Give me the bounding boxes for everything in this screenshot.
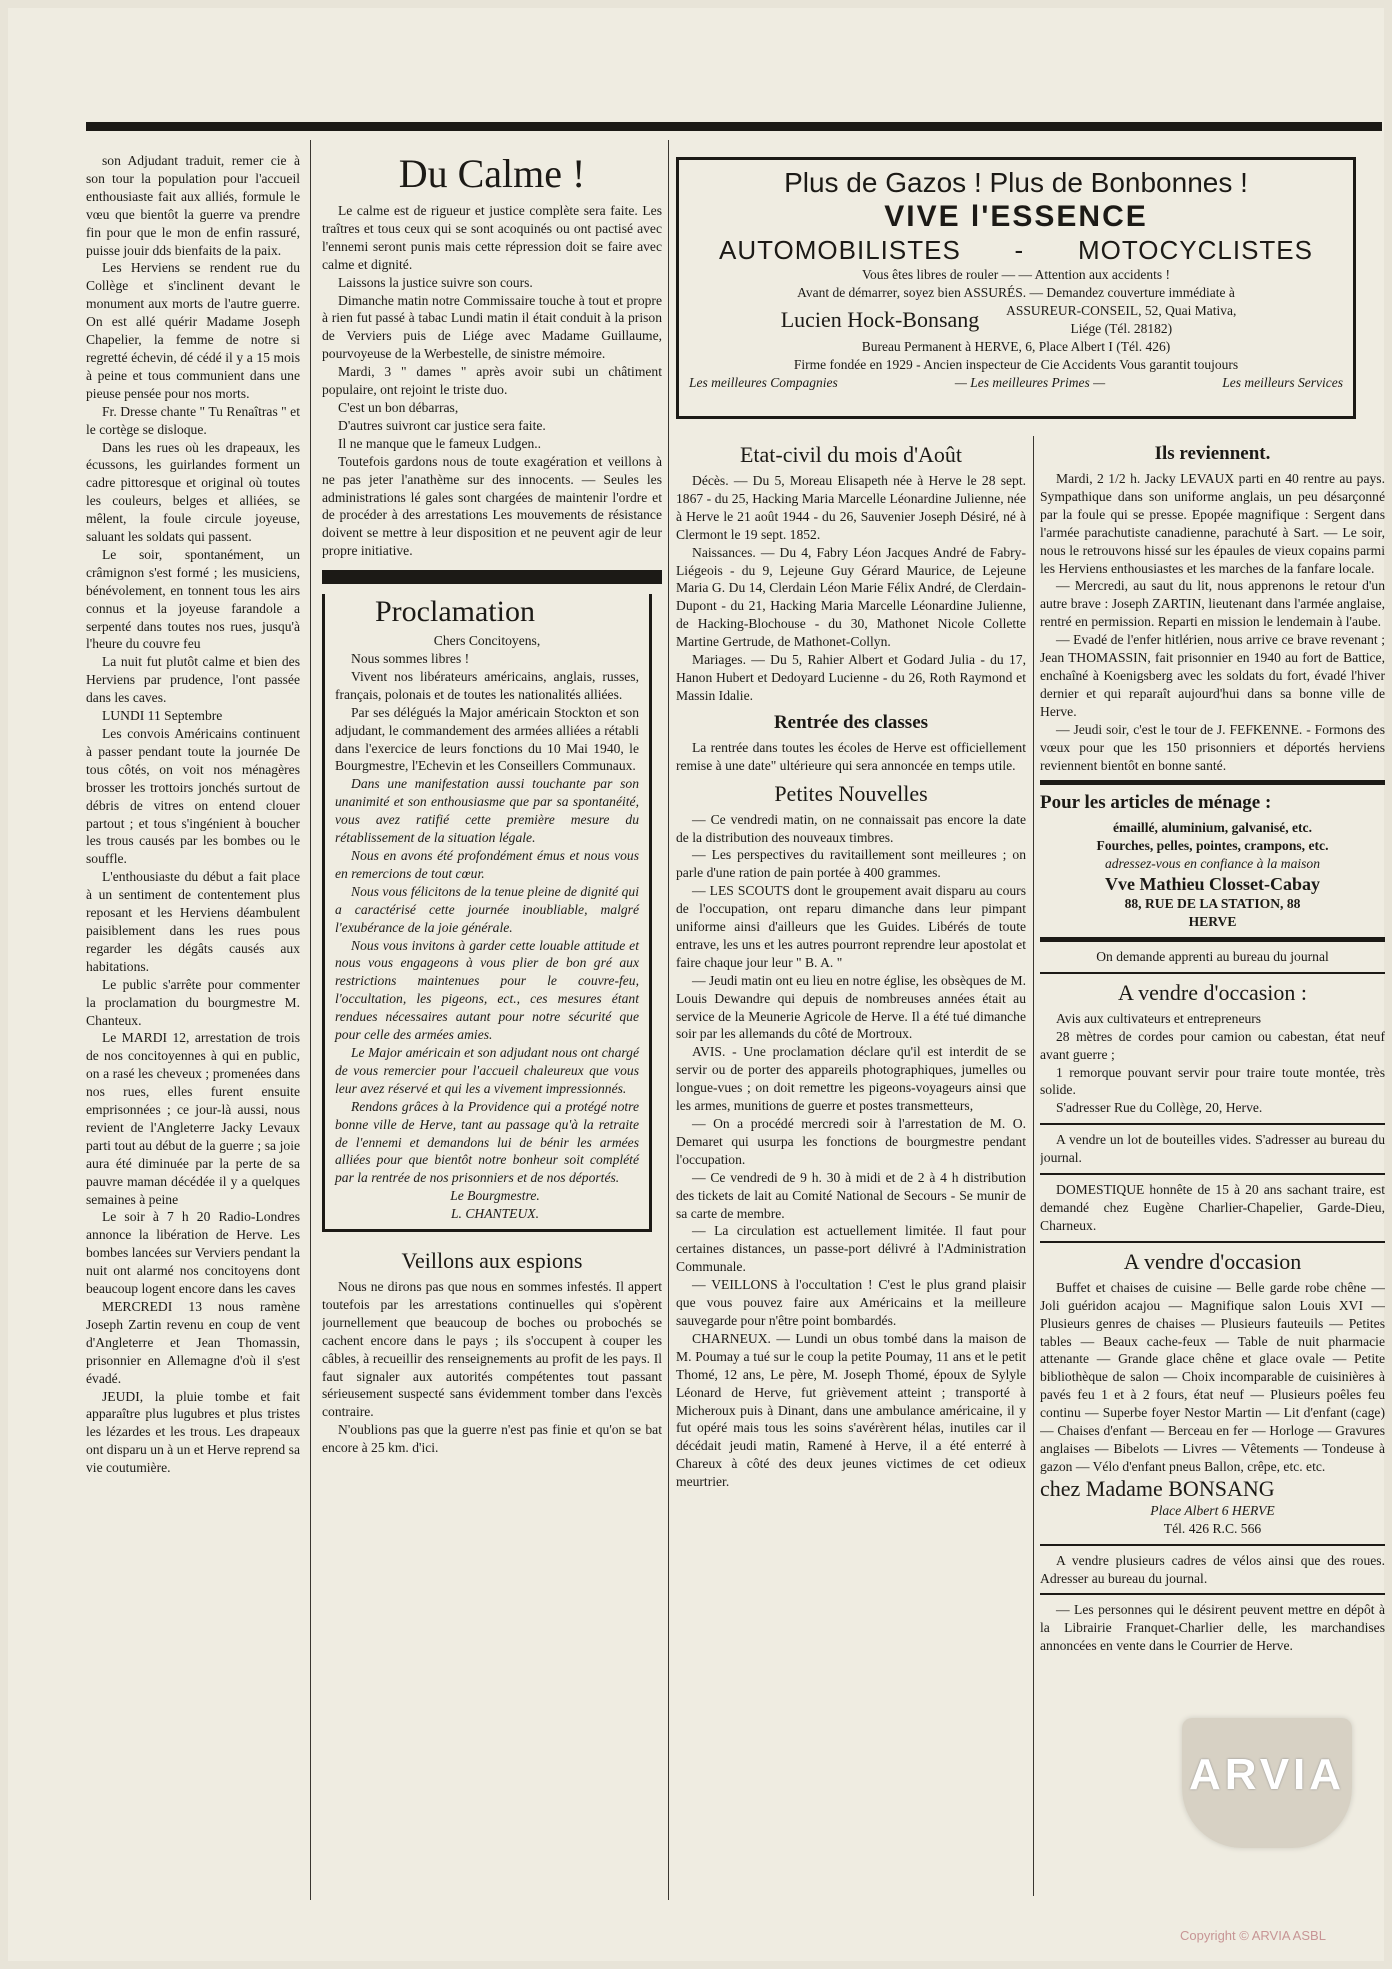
- ad-footer-primes: — Les meilleures Primes —: [954, 375, 1106, 390]
- paragraph: Laissons la justice suivre son cours.: [338, 274, 533, 290]
- paragraph: Avis aux cultivateurs et entrepreneurs: [1056, 1010, 1262, 1026]
- paragraph: Nous en avons été profondément émus et nous vous en remercions de tout cœur.: [335, 848, 639, 881]
- paragraph: Naissances. — Du 4, Fabry Léon Jacques André de Fabry-Liégeois - du 9, Lejeune Guy Gérard Maurice, de Lejeune Maria G. Du 14, Clerdain Léon Marie Félix André, de Clerdain-Dupont - du 21, Hacking Maria Marcelle Léonardine Julienne, de Hacking-Blochouse - du 30, Mathonet Nicole Collette Martine Gertrude, de Mathonet-Collyn.: [676, 544, 1026, 650]
- personnes-notice: — Les personnes qui le désirent peuvent mettre en dépôt à la Librairie Franquet-Charlier delle, les marchandises annoncées en vente dans le Courrier de Herve.: [1040, 1602, 1385, 1654]
- paragraph: Le public s'arrête pour commenter la proclamation du bourgmestre M. Chanteux.: [86, 976, 300, 1028]
- velos-notice: A vendre plusieurs cadres de vélos ainsi que des roues. Adresser au bureau du journal.: [1040, 1552, 1385, 1586]
- ad-footer-companies: Les meilleures Compagnies: [689, 375, 838, 390]
- paragraph: Le MARDI 12, arrestation de trois de nos concitoyennes à qui en public, on a rasé les cheveux ; promenées dans nos rues, elles furent ensuite emprisonnées ; ce jour-là aussi, nous revient de l'Angleterre Jacky Levaux parti tout au début de la guerre ; sa joie aura été diminuée par la perte de sa pauvre maman décédée il y a quelques semaines à peine: [86, 1030, 300, 1207]
- paragraph: Dans une manifestation aussi touchante par son unanimité et son enthousiasme que par sa spontanéité, vous avez ratifié cette première mesure du rétablissement de la situation légale.: [335, 776, 639, 846]
- section-rule: [1040, 937, 1385, 942]
- vendre2-chez: chez Madame BONSANG: [1040, 1475, 1275, 1501]
- paragraph: — Ce vendredi matin, on ne connaissait pas encore la date de la distribution des nouveaux timbres.: [676, 811, 1026, 845]
- paragraph: 1 remorque pouvant servir pour traire toute montée, très solide.: [1040, 1064, 1385, 1098]
- revien-title: Ils reviennent.: [1154, 443, 1271, 464]
- paragraph: Mardi, 2 1/2 h. Jacky LEVAUX parti en 40 rentre au pays. Sympathique dans son uniforme anglais, un peu désarçonné par la foule qui se presse. Epopée magnifique : Sergent dans l'armée parachutiste canadienne, parachuté à Sart. — Le soir, nous le retrouvons hissé sur les épaules de vieux copains parmi les Herviens enthousiastes et les marches de la fanfare locale.: [1040, 471, 1385, 576]
- paragraph: N'oublions pas que la guerre n'est pas finie et qu'on se bat encore à 25 km. d'ici.: [322, 1422, 662, 1456]
- paragraph: — Ce vendredi de 9 h. 30 à midi et de 2 à 4 h distribution des tickets de lait au Comité National de Secours - Se munir de sa carte de membre.: [676, 1169, 1026, 1221]
- section-rule: [1040, 1173, 1385, 1175]
- ad-audience-moto: MOTOCYCLISTES: [1077, 235, 1313, 265]
- section-rule: [1040, 780, 1385, 785]
- ad-agent-name: Lucien Hock-Bonsang: [780, 307, 980, 332]
- menage-line1: émaillé, aluminium, galvanisé, etc.: [1113, 820, 1312, 836]
- paragraph: Toutefois gardons nous de toute exagération et veillons à ne pas jeter l'anathème sur des innocents. — Seules les administrations lé gales sont chargées de maintenir l'ordre et de procéder à des arrestations Les mouvements de résistance doivent se mettre à leur disposition et ne peuvent agir de leur propre initiative.: [322, 453, 662, 559]
- ad-audience-sep: -: [1014, 235, 1025, 265]
- section-rule: [1040, 1593, 1385, 1595]
- menage-address: 88, RUE DE LA STATION, 88: [1124, 896, 1301, 912]
- ad-audience: [689, 234, 1343, 266]
- espions-body: [322, 1278, 662, 1457]
- etatcivil-body: [676, 472, 1026, 705]
- vendre2-title: A vendre d'occasion: [1123, 1248, 1302, 1274]
- proclamation-signature-role: Le Bourgmestre.: [450, 1188, 540, 1204]
- ad-agent: [689, 302, 1343, 338]
- column-classifieds: [1040, 436, 1385, 1896]
- rentree-text: La rentrée dans toutes les écoles de Herve est officiellement remise à une date" ultérieure qui sera annoncée en temps utile.: [676, 739, 1026, 773]
- copyright-notice: Copyright © ARVIA ASBL: [1180, 1928, 1326, 1943]
- paragraph: Dimanche matin notre Commissaire touche à tout et propre à rien fut passé à tabac Lundi matin il était conduit à la prison de Verviers puis de Liége avec Madame Guillaume, pourvoyeuse de la Werbestelle, de sinistre mémoire.: [322, 292, 662, 362]
- ad-footer-services: Les meilleurs Services: [1222, 375, 1343, 390]
- paragraph: — On a procédé mercredi soir à l'arrestation de M. O. Demaret qui usurpa les fonctions de bourgmestre pendant l'occupation.: [676, 1116, 1026, 1167]
- arvia-stamp-text: ARVIA: [1188, 1750, 1346, 1799]
- essence-advertisement: [676, 157, 1356, 419]
- paragraph: MERCREDI 13 nous ramène Joseph Zartin revenu en coup de vent d'Angleterre et Jean Thomassin, prisonnier en Allemagne d'où il s'est évadé.: [86, 1299, 300, 1386]
- paragraph: Nous ne dirons pas que nous en sommes infestés. Il appert toutefois par les arrestations continuelles qui s'opèrent journellement que beaucoup de boches ou probochés se cachent encore dans le pays ; ils s'occupent à couper les câbles, à recueillir des renseignements au profit de les pays. Il faut signaler aux autorités compétentes tout passant sérieusement suspecté sans évidemment tomber dans l'excès contraire.: [322, 1279, 662, 1420]
- paragraph: — LES SCOUTS dont le groupement avait disparu au cours de l'occupation, ont reparu dimanche dans leur pimpant uniforme ainsi d'ailleurs que les Guides. Libérés de toute entrave, les uns et les autres pourront reprendre leur apostolat et faire chaque jour leur " B. A. ": [676, 883, 1026, 970]
- ad-line-assures: Avant de démarrer, soyez bien ASSURÉS. — Demandez couverture immédiate à: [797, 285, 1235, 300]
- ad-bureau: Bureau Permanent à HERVE, 6, Place Albert I (Tél. 426): [861, 339, 1171, 354]
- proclamation-intro: [335, 650, 639, 775]
- column-etatcivil: [676, 436, 1026, 1896]
- paragraph: Nous vous félicitons de la tenue pleine de dignité qui a caractérisé cette journée inoubliable, malgré l'exubérance de la joie générale.: [335, 883, 639, 935]
- proclamation-box: [322, 594, 652, 1232]
- ad-footer: [689, 374, 1343, 392]
- espions-title: Veillons aux espions: [401, 1248, 583, 1274]
- calme-body: [322, 202, 662, 560]
- ad-slogan: VIVE l'ESSENCE: [884, 200, 1148, 233]
- paragraph: Le soir, spontanément, un crâmignon s'est formé ; les musiciens, bénévolement, en tonnent tous les airs connus et la joyeuse farandole a serpenté dans toutes nos rues, jusqu'à l'heure du couvre feu: [86, 546, 300, 652]
- revien-body: [1040, 470, 1385, 774]
- paragraph: L'enthousiaste du début a fait place à un sentiment de contentement plus reposant et les Herviens déambulent paisiblement dans les rues pous regarder les dégâts causés aux habitations.: [86, 869, 300, 974]
- menage-line2: Fourches, pelles, pointes, crampons, etc.: [1096, 838, 1329, 854]
- nouvelles-body: [676, 811, 1026, 1491]
- nouvelles-title: Petites Nouvelles: [774, 780, 928, 806]
- proclamation-signature-name: L. CHANTEUX.: [451, 1206, 539, 1222]
- paragraph: Il ne manque que le fameux Ludgen..: [338, 435, 542, 451]
- paragraph: AVIS. - Une proclamation déclare qu'il est interdit de se servir ou de porter des appareils photographiques, jumelles ou longue-vues ; on doit remettre les pigeons-voyageurs ainsi que les armes, munitions de guerre et postes transmetteurs,: [676, 1044, 1026, 1114]
- paragraph: Vivent nos libérateurs américains, anglais, russes, français, polonais et de toutes les nationalités alliées.: [335, 668, 639, 702]
- ad-firme: Firme fondée en 1929 - Ancien inspecteur de Cie Accidents Vous garantit toujours: [793, 357, 1239, 372]
- section-bar: [322, 570, 662, 584]
- menage-name: Vve Mathieu Closset-Cabay: [1105, 874, 1320, 895]
- ad-agent-address: ASSUREUR-CONSEIL, 52, Quai Mativa, Liége (Tél. 28182): [1006, 303, 1237, 336]
- apprenti-notice: On demande apprenti au bureau du journal: [1096, 948, 1329, 964]
- ad-audience-auto: AUTOMOBILISTES: [719, 235, 961, 265]
- section-rule: [1040, 1123, 1385, 1125]
- vendre2-text: Buffet et chaises de cuisine — Belle garde robe chêne — Joli guéridon acajou — Magnifique salon Louis XVI — Plusieurs genres de chaises — Plusieurs fauteuils — Petites tables — Beaux cache-feux — Table de nuit pharmacie attenante — Grande glace chêne et glace ovale — Petite bibliothèque de salon — Choix incomparable de cuisinières à pavés feu 1 et à 2 fours, état neuf — Plusieurs poêles feu continu — Superbe foyer Nestor Martin — Lit d'enfant (cage) — Chaises d'enfant — Berceau en fer — Horloge — Gravures anglaises — Bibelots — Livres — Vêtements — Tondeuse à gazon — Vélo d'enfant pneus Ballon, crêpe, etc. etc.: [1040, 1279, 1385, 1474]
- paragraph: Le calme est de rigueur et justice complète sera faite. Les traîtres et tous ceux qui se sont acoquinés ou ont pactisé avec l'ennemi seront punis mais cette répression doit se faire avec calme et dignité.: [322, 203, 662, 272]
- vendre1-body: [1040, 1010, 1385, 1117]
- section-rule: [1040, 1544, 1385, 1546]
- paragraph: son Adjudant traduit, remer cie à son tour la population pour l'accueil enthousiaste fait aux alliés, formule le vœu que bientôt la guerre va prendre fin pour que le mon de enfin rassuré, puisse jouir dds bienfaits de la paix.: [86, 153, 300, 258]
- paragraph: 28 mètres de cordes pour camion ou cabestan, état neuf avant guerre ;: [1040, 1028, 1385, 1062]
- paragraph: — Evadé de l'enfer hitlérien, nous arrive ce brave revenant ; Jean THOMASSIN, fait prisonnier en 1940 au fort de Battice, enchaîné à Koenigsberg avec les soldats du fort, évadé l'hiver dernier et qui reparaît aujourd'hui dans sa bonne ville de Herve.: [1040, 632, 1385, 719]
- paragraph: C'est un bon débarras,: [338, 399, 459, 415]
- section-rule: [1040, 1241, 1385, 1243]
- paragraph: Mariages. — Du 5, Rahier Albert et Godard Julia - du 17, Hanon Hubert et Dedoyard Lucienne - du 26, Roth Raymond et Massin Idalie.: [676, 652, 1026, 703]
- column-rule: [1033, 436, 1034, 1896]
- paragraph: S'adresser Rue du Collège, 20, Herve.: [1056, 1100, 1263, 1116]
- paragraph: — VEILLONS à l'occultation ! C'est le plus grand plaisir que vous pouvez faire aux Américains et la meilleure sauvegarde pour n'être point bombardés.: [676, 1277, 1026, 1328]
- column-calme: [322, 152, 662, 1892]
- paragraph: — Les perspectives du ravitaillement sont meilleures ; on parle d'une ration de pain portée à 400 grammes.: [676, 847, 1026, 881]
- menage-line3: adressez-vous en confiance à la maison: [1104, 856, 1321, 872]
- paragraph: Nous vous invitons à garder cette louable attitude et nous vous engageons à vous plier de bon gré aux restrictions maintenues pour le couvre-feu, l'occultation, les pigeons, ect., ces mesures étant rendues nécessaires autant pour notre sécurité que pour celle des armées amies.: [335, 937, 639, 1043]
- paragraph: — Mercredi, au saut du lit, nous apprenons le retour d'un autre brave : Joseph ZARTIN, lieutenant dans l'armée anglaise, rentré en permission. Reparti en mission le lendemain à l'aube.: [1040, 578, 1385, 630]
- proclamation-title: Proclamation: [375, 595, 535, 629]
- bouteilles-notice: A vendre un lot de bouteilles vides. S'adresser au bureau du journal.: [1040, 1132, 1385, 1166]
- paragraph: Mardi, 3 " dames " après avoir subi un châtiment populaire, ont rejoint le triste duo.: [322, 364, 662, 398]
- paragraph: Décès. — Du 5, Moreau Elisapeth née à Herve le 28 sept. 1867 - du 25, Hacking Maria Marcelle Léonardine Julienne, née à Herve le 21 août 1944 - du 26, Sauvenier Joseph Désiré, né à Clermont le 19 sept. 1852.: [676, 473, 1026, 542]
- paragraph: Les Herviens se rendent rue du Collège et s'inclinent devant le monument aux morts de l'autre guerre. On est allé quérir Madame Joseph Chapelier, la femme de notre si regretté échevin, dé cédé il y a 15 mois à peine et tous communient dans une pieuse pensée pour nos morts.: [86, 260, 300, 401]
- paragraph: Nous sommes libres !: [351, 651, 470, 667]
- top-rule: [86, 122, 1382, 131]
- column-rule: [668, 140, 669, 1900]
- paragraph: CHARNEUX. — Lundi un obus tombé dans la maison de M. Poumay a tué sur le coup la petite Poumay, 11 ans et le petit Thomé, 12 ans, Le père, M. Joseph Thomé, époux de Sylyle Léonard de Herve, fut grièvement atteint ; transporté à Micheroux puis à Dinant, dans une ambulance américaine, il y fut opéré mais tous les soins s'avérèrent hélas, inutiles car il décédait jeudi matin, Ramené à Herve, il a été enterré à Chareux à côté des deux jeunes victimes de cet odieux meurtrier.: [676, 1330, 1026, 1490]
- menage-town: HERVE: [1188, 914, 1237, 930]
- paragraph: — La circulation est actuellement limitée. Il faut pour certaines distances, un passe-port délivré à l'Administration Communale.: [676, 1223, 1026, 1275]
- section-rule: [1040, 972, 1385, 974]
- paragraph: — Jeudi matin ont eu lieu en notre église, les obsèques de M. Louis Dewandre qui depuis de nombreuses années était au service de la Meunerie Agricole de Herve. Il a été tué dimanche soir par les allemands du côté de Mortroux.: [676, 972, 1026, 1042]
- paragraph: Par ses délégués la Major américain Stockton et son adjudant, le commandement des armées alliées a rétabli dans l'exercice de leurs fonctions du 10 Mai 1940, le Bourgmestre, l'Echevin et les Conseillers Communaux.: [335, 704, 639, 774]
- column-rule: [310, 140, 311, 1900]
- etatcivil-title: Etat-civil du mois d'Août: [739, 442, 963, 467]
- paragraph: — Jeudi soir, c'est le tour de J. FEFKENNE. - Formons des vœux pour que les 150 prisonniers et déportés herviens reviennent bientôt en bonne santé.: [1040, 721, 1385, 773]
- menage-title: Pour les articles de ménage :: [1040, 792, 1272, 814]
- paragraph: Le soir à 7 h 20 Radio-Londres annonce la libération de Herve. Les bombes lancées sur Verviers pendant la nuit ont alarmé nos concitoyens dont beaucoup logent encore dans les caves: [86, 1209, 300, 1297]
- paragraph: Fr. Dresse chante " Tu Renaîtras " et le cortège se disloque.: [86, 403, 300, 437]
- paragraph: Rendons grâces à la Providence qui a protégé notre bonne ville de Herve, tant au passage qu'à la retraite de l'ennemi et demandons lui de bénir les armées alliées pour que bientôt notre bonheur soit complété par la rentrée de nos prisonniers et de nos déportés.: [335, 1098, 639, 1186]
- paragraph: Le Major américain et son adjudant nous ont chargé de vous remercier pour l'accueil chaleureux que vous leur avez réservé et qui les a vivement impressionnés.: [335, 1044, 639, 1096]
- domestique-notice: DOMESTIQUE honnête de 15 à 20 ans sachant traire, est demandé chez Eugène Charlier-Chapelier, Garde-Dieu, Charneux.: [1040, 1182, 1385, 1233]
- proclamation-body: [335, 775, 639, 1187]
- vendre2-tel: Tél. 426 R.C. 566: [1163, 1520, 1262, 1536]
- vendre2-place: Place Albert 6 HERVE: [1150, 1502, 1275, 1518]
- arvia-stamp-logo: [1182, 1718, 1352, 1848]
- column-chronicle: [86, 152, 300, 1892]
- calme-title: Du Calme !: [398, 152, 586, 196]
- rentree-title: Rentrée des classes: [773, 711, 929, 733]
- ad-headline: Plus de Gazos ! Plus de Bonbonnes !: [784, 167, 1248, 198]
- vendre1-title: A vendre d'occasion :: [1117, 979, 1308, 1005]
- paragraph: Les convois Américains continuent à passer pendant toute la journée De tous côtés, on voit nos ménagères brosser les trottoirs jonchés surtout de débris de vitres on entend clouer partout ; et tous s'ingénient à boucher les trous causés par les bombes ou le souffle.: [86, 726, 300, 867]
- paragraph: D'autres suivront car justice sera faite.: [338, 417, 546, 433]
- paragraph: La nuit fut plutôt calme et bien des Herviens par prudence, l'ont passée dans les caves.: [86, 654, 300, 706]
- paragraph: JEUDI, la pluie tombe et fait apparaître plus lugubres et plus tristes les lézardes et les trous. Les drapeaux ont disparu un à un et Herve reprend sa vie coutumière.: [86, 1388, 300, 1476]
- paragraph: LUNDI 11 Septembre: [102, 708, 223, 724]
- proclamation-greeting: Chers Concitoyens,: [433, 633, 541, 649]
- ad-line-libres: Vous êtes libres de rouler — — Attention aux accidents !: [862, 267, 1170, 282]
- paragraph: Dans les rues où les drapeaux, les écussons, les guirlandes forment un cadre pittoresque et original où toutes les couleurs, belges et alliées, se mêlent, la foule circule joyeuse, saluant les soldats qui passent.: [86, 439, 300, 545]
